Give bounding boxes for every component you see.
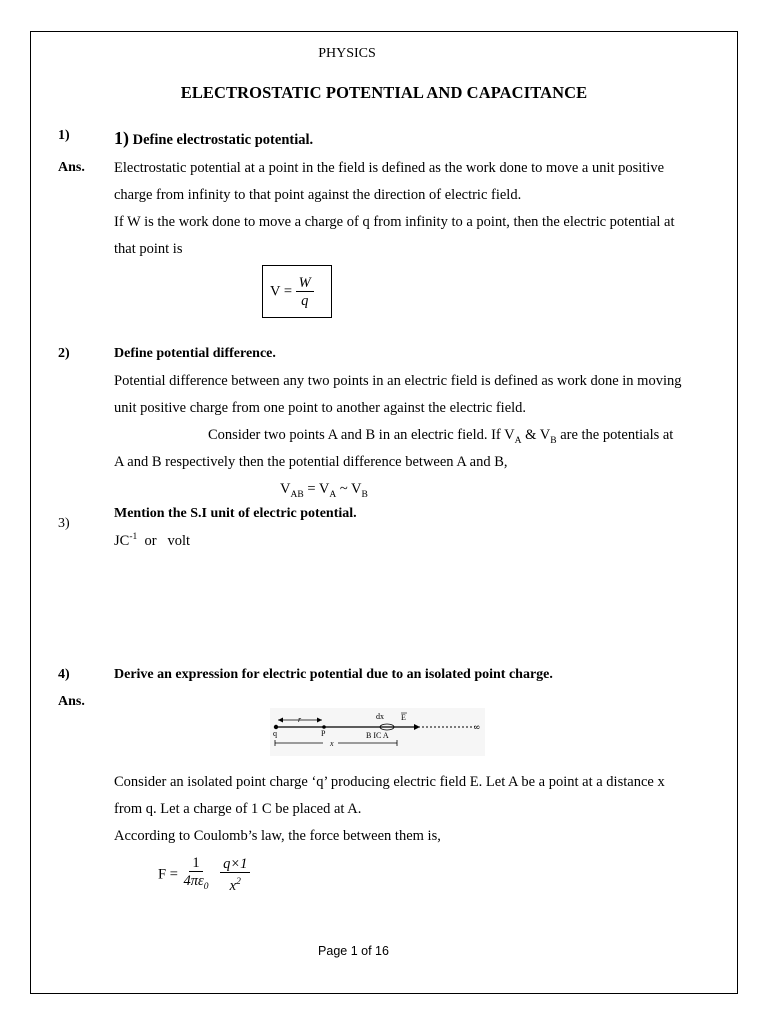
coulomb-n2: q×1 [220,856,250,873]
q1-question [114,128,313,149]
eq-sub-b: B [361,489,368,500]
q1-line: that point is [114,241,183,257]
potential-formula-box [262,265,332,318]
q2-line: Potential difference between any two points in an electric field is defined as work done in moving [114,373,682,389]
page-title: ELECTROSTATIC POTENTIAL AND CAPACITANCE [180,83,588,102]
coulomb-lhs: F = [158,866,178,883]
unit-jc: JC [114,532,130,549]
q2-number: 2) [58,346,70,361]
coulomb-fraction-2 [220,856,250,894]
coulomb-formula [158,855,250,895]
coulomb-d1 [184,872,209,895]
formula-fraction [296,275,314,309]
label-e: E [401,713,406,722]
q3-question: Mention the S.I unit of electric potential. [114,506,357,521]
coulomb-fraction-1 [184,855,209,895]
eq-equals: = V [303,481,330,497]
q2-equation [280,481,368,500]
coulomb-d1-text: 4πε [183,873,204,889]
label-x: x [330,739,334,748]
coulomb-d2 [230,873,241,894]
coulomb-n1: 1 [189,855,202,872]
formula-lhs: V = [270,283,293,300]
q2-question: Define potential difference. [114,346,276,361]
subject-header: PHYSICS [318,46,376,61]
q2-line-3 [208,427,673,446]
q2-line: unit positive charge from one point to another against the electric field. [114,400,527,416]
eq-tilde: ~ V [336,481,362,497]
label-p: P [321,729,326,738]
unit-rest: or volt [137,532,191,549]
eq-sub-a: A [329,489,337,500]
q1-line: If W is the work done to move a charge of q from infinity to a point, then the electric potential at [114,214,675,230]
label-infinity: ∞ [473,723,481,733]
page-number: Page 1 of 16 [318,944,389,958]
label-q: q [273,729,277,738]
q4-line: Consider an isolated point charge ‘q’ producing electric field E. Let A be a point at a distance x [114,774,665,790]
eq-sub-ab: AB [290,489,304,500]
q1-line: charge from infinity to that point against the direction of electric field. [114,187,522,203]
formula-v [270,275,314,309]
q1-question-text: Define electrostatic potential. [132,132,314,148]
q2-line3-mid: & V [521,427,551,443]
q1-ans-label: Ans. [58,160,85,175]
q4-line: from q. Let a charge of 1 C be placed at A. [114,801,362,817]
q2-line3-pre: Consider two points A and B in an electric field. If V [208,427,515,443]
q4-question: Derive an expression for electric potential due to an isolated point charge. [114,667,553,682]
q2-sub-a: A [514,435,522,446]
formula-numerator: W [296,275,314,292]
label-r: r [298,715,302,724]
q1-line: Electrostatic potential at a point in the field is defined as the work done to move a unit positive [114,160,665,176]
q4-line: According to Coulomb’s law, the force between them is, [114,828,441,844]
q4-number: 4) [58,667,70,682]
q2-sub-b: B [550,435,557,446]
coulomb-d2-text: x [229,877,237,894]
q3-answer [114,532,190,550]
point-charge-diagram [270,708,485,756]
coulomb-d1-sub: 0 [203,881,209,892]
coulomb-d2-sup: 2 [236,877,241,888]
q2-line3-post: are the potentials at [556,427,674,443]
formula-denominator: q [301,293,309,309]
q2-line: A and B respectively then the potential difference between A and B, [114,454,508,470]
q1-prefix: 1) [114,128,129,148]
q3-number: 3) [58,516,70,531]
unit-sup: -1 [129,532,138,542]
label-bica: B IC A [366,731,389,740]
q1-number: 1) [58,128,70,143]
label-dx: dx [376,712,384,721]
eq-v: V [280,481,291,497]
q4-ans-label: Ans. [58,694,85,709]
